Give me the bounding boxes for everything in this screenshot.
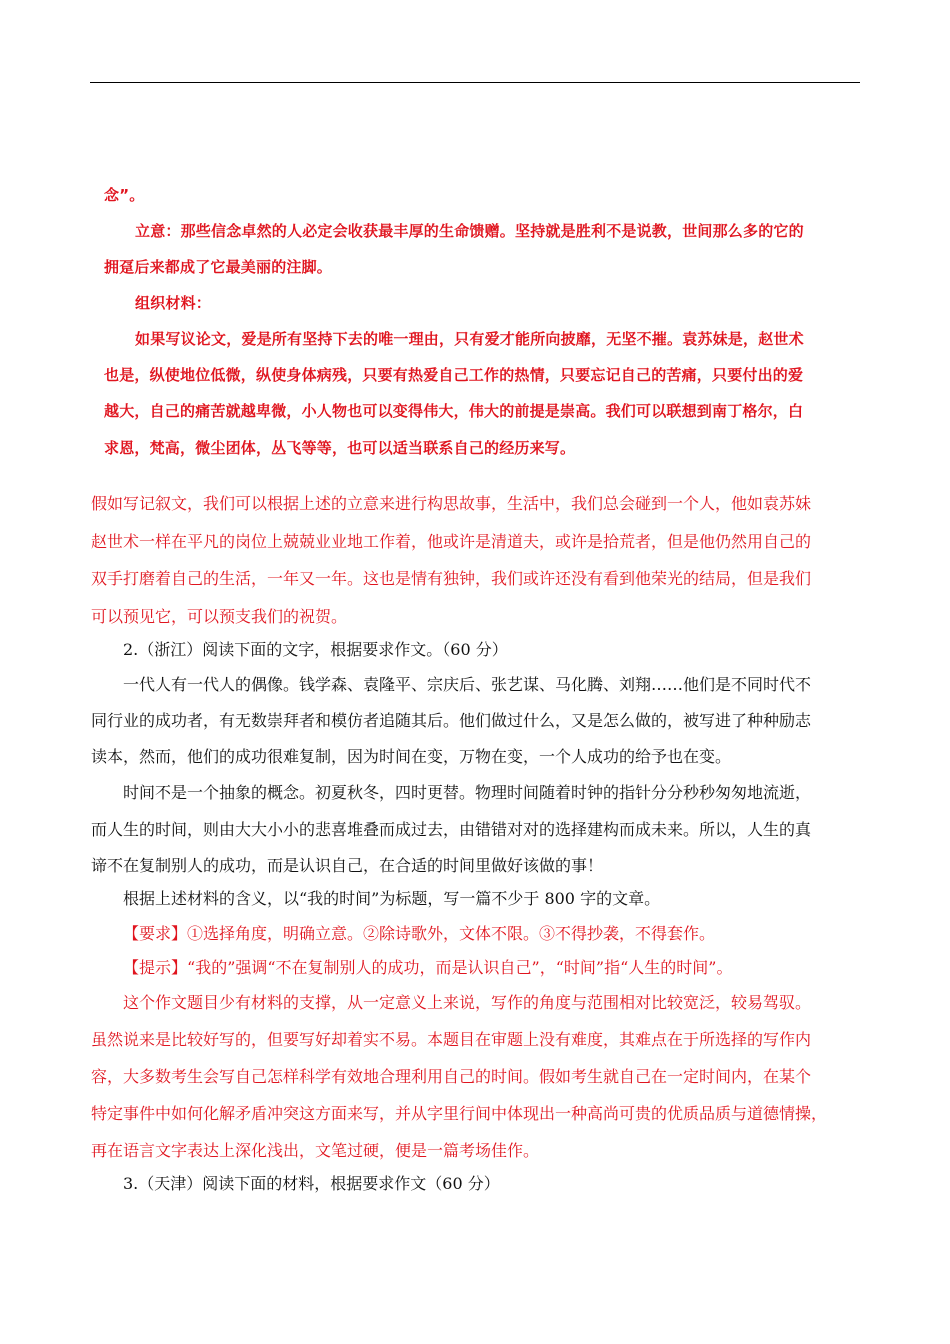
- requirement-line: [123, 921, 715, 944]
- text-line: 求恩，梵高，微尘团体，丛飞等等，也可以适当联系自己的经历来写。: [104, 439, 576, 457]
- text-line: 时间不是一个抽象的概念。初夏秋冬，四时更替。物理时间随着时钟的指针分分秒秒匆匆地流逝，: [123, 783, 812, 802]
- requirement-tag: 【要求】: [123, 924, 188, 943]
- text-line: 也是，纵使地位低微，纵使身体病残，只要有热爱自己工作的热情，只要忘记自己的苦痛，只要付出的爱: [104, 366, 804, 384]
- text-line: 念”。: [104, 186, 145, 204]
- text-line: 一代人有一代人的偶像。钱学森、袁隆平、宗庆后、张艺谋、马化腾、刘翔……他们是不同时代不: [123, 675, 812, 694]
- text-line: 特定事件中如何化解矛盾冲突这方面来写，并从字里行间中体现出一种高尚可贵的优质品质与道德情操，: [91, 1104, 828, 1123]
- hint-tag: 【提示】: [123, 958, 188, 977]
- text-line: 如果写议论文，爱是所有坚持下去的唯一理由，只有爱才能所向披靡，无坚不摧。袁苏妹是，赵世术: [135, 330, 804, 348]
- question-heading: 3.（天津）阅读下面的材料，根据要求作文（60 分）: [123, 1174, 500, 1193]
- hint-text: “我的”强调“不在复制别人的成功，而是认识自己”，“时间”指“人生的时间”。: [187, 958, 733, 977]
- text-line: 组织材料：: [135, 294, 212, 312]
- text-line: 根据上述材料的含义，以“我的时间”为标题，写一篇不少于 800 字的文章。: [123, 889, 661, 908]
- requirement-text: ①选择角度，明确立意。②除诗歌外，文体不限。③不得抄袭，不得套作。: [187, 924, 716, 943]
- text-line: 容，大多数考生会写自己怎样科学有效地合理利用自己的时间。假如考生就自己在一定时间内，在某个: [91, 1067, 812, 1086]
- text-line: 同行业的成功者，有无数崇拜者和模仿者追随其后。他们做过什么，又是怎么做的，被写进了种种励志: [91, 711, 812, 730]
- text-line: 假如写记叙文，我们可以根据上述的立意来进行构思故事，生活中，我们总会碰到一个人，他如袁苏妹: [91, 494, 812, 513]
- text-line: 越大，自己的痛苦就越卑微，小人物也可以变得伟大，伟大的前提是崇高。我们可以联想到南丁格尔，白: [104, 402, 804, 420]
- text-line: 虽然说来是比较好写的，但要写好却着实不易。本题目在审题上没有难度，其难点在于所选择的写作内: [91, 1030, 812, 1049]
- text-line: 再在语言文字表达上深化浅出，文笔过硬，便是一篇考场佳作。: [91, 1141, 540, 1160]
- text-line: 这个作文题目少有材料的支撑，从一定意义上来说，写作的角度与范围相对比较宽泛，较易驾驭。: [123, 993, 812, 1012]
- text-line: 可以预见它，可以预支我们的祝贺。: [91, 607, 348, 626]
- text-line: 赵世术一样在平凡的岗位上兢兢业业地工作着，他或许是清道夫，或许是拾荒者，但是他仍然用自己的: [91, 532, 812, 551]
- question-heading: 2.（浙江）阅读下面的文字，根据要求作文。（60 分）: [123, 640, 508, 659]
- text-line: 立意：那些信念卓然的人必定会收获最丰厚的生命馈赠。坚持就是胜利不是说教，世间那么多的它的: [135, 222, 804, 240]
- hint-line: [123, 955, 732, 978]
- text-line: 拥趸后来都成了它最美丽的注脚。: [104, 258, 333, 276]
- text-line: 读本，然而，他们的成功很难复制，因为时间在变，万物在变，一个人成功的给予也在变。: [91, 747, 732, 766]
- text-line: 而人生的时间，则由大大小小的悲喜堆叠而成过去，由错错对对的选择建构而成未来。所以，人生的真: [91, 820, 812, 839]
- text-line: 双手打磨着自己的生活，一年又一年。这也是情有独钟，我们或许还没有看到他荣光的结局，但是我们: [91, 569, 812, 588]
- header-rule: [90, 82, 860, 83]
- text-line: 谛不在复制别人的成功，而是认识自己，在合适的时间里做好该做的事！: [91, 856, 604, 875]
